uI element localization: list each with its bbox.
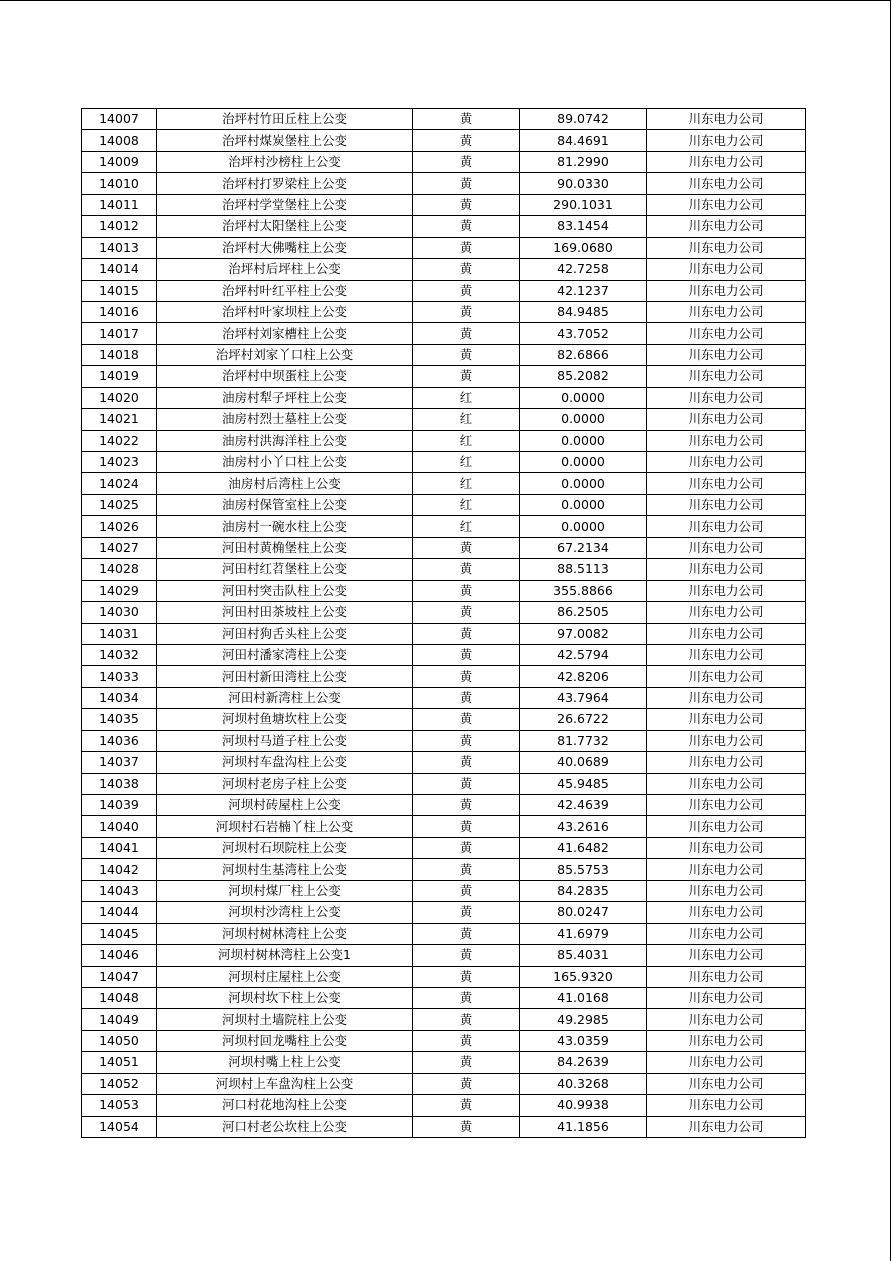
value-cell: 40.0689 bbox=[520, 752, 647, 773]
value-cell: 41.6979 bbox=[520, 923, 647, 944]
company-cell: 川东电力公司 bbox=[647, 902, 806, 923]
company-cell: 川东电力公司 bbox=[647, 730, 806, 751]
table-row bbox=[82, 1009, 806, 1030]
status-color-cell: 黄 bbox=[413, 173, 520, 194]
row-id-cell: 14033 bbox=[82, 666, 157, 687]
value-cell: 26.6722 bbox=[520, 709, 647, 730]
status-color-cell: 黄 bbox=[413, 752, 520, 773]
status-color-cell: 黄 bbox=[413, 859, 520, 880]
row-id-cell: 14043 bbox=[82, 880, 157, 901]
company-cell: 川东电力公司 bbox=[647, 795, 806, 816]
status-color-cell: 黄 bbox=[413, 216, 520, 237]
value-cell: 42.7258 bbox=[520, 259, 647, 280]
row-id-cell: 14024 bbox=[82, 473, 157, 494]
table-row bbox=[82, 709, 806, 730]
status-color-cell: 黄 bbox=[413, 602, 520, 623]
transformer-name-cell: 油房村洪海洋柱上公变 bbox=[157, 430, 413, 451]
table-row bbox=[82, 473, 806, 494]
value-cell: 83.1454 bbox=[520, 216, 647, 237]
status-color-cell: 黄 bbox=[413, 1052, 520, 1073]
row-id-cell: 14010 bbox=[82, 173, 157, 194]
transformer-name-cell: 河坝村树林湾柱上公变 bbox=[157, 923, 413, 944]
status-color-cell: 黄 bbox=[413, 1116, 520, 1137]
company-cell: 川东电力公司 bbox=[647, 1073, 806, 1094]
transformer-name-cell: 河坝村马道子柱上公变 bbox=[157, 730, 413, 751]
status-color-cell: 黄 bbox=[413, 923, 520, 944]
status-color-cell: 黄 bbox=[413, 644, 520, 665]
status-color-cell: 黄 bbox=[413, 1030, 520, 1051]
value-cell: 82.6866 bbox=[520, 344, 647, 365]
value-cell: 84.2835 bbox=[520, 880, 647, 901]
table-row bbox=[82, 644, 806, 665]
transformer-name-cell: 治坪村打罗梁柱上公变 bbox=[157, 173, 413, 194]
value-cell: 84.9485 bbox=[520, 301, 647, 322]
status-color-cell: 黄 bbox=[413, 559, 520, 580]
transformer-name-cell: 治坪村叶家坝柱上公变 bbox=[157, 301, 413, 322]
transformer-name-cell: 河田村红苕堡柱上公变 bbox=[157, 559, 413, 580]
transformer-name-cell: 河坝村车盘沟柱上公变 bbox=[157, 752, 413, 773]
row-id-cell: 14047 bbox=[82, 966, 157, 987]
transformer-name-cell: 治坪村大佛嘴柱上公变 bbox=[157, 237, 413, 258]
transformer-name-cell: 油房村犁子坪柱上公变 bbox=[157, 387, 413, 408]
row-id-cell: 14039 bbox=[82, 795, 157, 816]
table-row bbox=[82, 109, 806, 130]
status-color-cell: 黄 bbox=[413, 580, 520, 601]
row-id-cell: 14021 bbox=[82, 409, 157, 430]
row-id-cell: 14032 bbox=[82, 644, 157, 665]
transformer-name-cell: 河口村老公坎柱上公变 bbox=[157, 1116, 413, 1137]
company-cell: 川东电力公司 bbox=[647, 473, 806, 494]
status-color-cell: 红 bbox=[413, 516, 520, 537]
table-row bbox=[82, 1052, 806, 1073]
company-cell: 川东电力公司 bbox=[647, 752, 806, 773]
status-color-cell: 红 bbox=[413, 473, 520, 494]
value-cell: 81.7732 bbox=[520, 730, 647, 751]
company-cell: 川东电力公司 bbox=[647, 130, 806, 151]
company-cell: 川东电力公司 bbox=[647, 109, 806, 130]
value-cell: 84.2639 bbox=[520, 1052, 647, 1073]
table-row bbox=[82, 1095, 806, 1116]
status-color-cell: 黄 bbox=[413, 280, 520, 301]
transformer-name-cell: 治坪村竹田丘柱上公变 bbox=[157, 109, 413, 130]
status-color-cell: 黄 bbox=[413, 795, 520, 816]
company-cell: 川东电力公司 bbox=[647, 687, 806, 708]
row-id-cell: 14016 bbox=[82, 301, 157, 322]
transformer-table bbox=[81, 108, 806, 1138]
table-row bbox=[82, 623, 806, 644]
status-color-cell: 黄 bbox=[413, 301, 520, 322]
company-cell: 川东电力公司 bbox=[647, 537, 806, 558]
status-color-cell: 红 bbox=[413, 430, 520, 451]
company-cell: 川东电力公司 bbox=[647, 580, 806, 601]
transformer-name-cell: 河口村花地沟柱上公变 bbox=[157, 1095, 413, 1116]
row-id-cell: 14049 bbox=[82, 1009, 157, 1030]
table-row bbox=[82, 923, 806, 944]
row-id-cell: 14050 bbox=[82, 1030, 157, 1051]
table-row bbox=[82, 151, 806, 172]
table-row bbox=[82, 173, 806, 194]
table-row bbox=[82, 409, 806, 430]
value-cell: 84.4691 bbox=[520, 130, 647, 151]
company-cell: 川东电力公司 bbox=[647, 173, 806, 194]
status-color-cell: 黄 bbox=[413, 987, 520, 1008]
transformer-name-cell: 河坝村石岩楠丫柱上公变 bbox=[157, 816, 413, 837]
value-cell: 0.0000 bbox=[520, 473, 647, 494]
status-color-cell: 黄 bbox=[413, 902, 520, 923]
status-color-cell: 黄 bbox=[413, 730, 520, 751]
transformer-name-cell: 治坪村叶红平柱上公变 bbox=[157, 280, 413, 301]
value-cell: 0.0000 bbox=[520, 452, 647, 473]
status-color-cell: 黄 bbox=[413, 623, 520, 644]
company-cell: 川东电力公司 bbox=[647, 945, 806, 966]
status-color-cell: 黄 bbox=[413, 366, 520, 387]
transformer-name-cell: 油房村一碗水柱上公变 bbox=[157, 516, 413, 537]
row-id-cell: 14048 bbox=[82, 987, 157, 1008]
status-color-cell: 红 bbox=[413, 452, 520, 473]
row-id-cell: 14054 bbox=[82, 1116, 157, 1137]
value-cell: 0.0000 bbox=[520, 409, 647, 430]
company-cell: 川东电力公司 bbox=[647, 387, 806, 408]
transformer-name-cell: 河坝村煤厂柱上公变 bbox=[157, 880, 413, 901]
table-row bbox=[82, 902, 806, 923]
company-cell: 川东电力公司 bbox=[647, 237, 806, 258]
company-cell: 川东电力公司 bbox=[647, 559, 806, 580]
transformer-name-cell: 河坝村土墙院柱上公变 bbox=[157, 1009, 413, 1030]
company-cell: 川东电力公司 bbox=[647, 966, 806, 987]
table-row bbox=[82, 301, 806, 322]
value-cell: 40.3268 bbox=[520, 1073, 647, 1094]
company-cell: 川东电力公司 bbox=[647, 259, 806, 280]
value-cell: 355.8866 bbox=[520, 580, 647, 601]
table-row bbox=[82, 387, 806, 408]
row-id-cell: 14034 bbox=[82, 687, 157, 708]
transformer-name-cell: 河田村新湾柱上公变 bbox=[157, 687, 413, 708]
row-id-cell: 14036 bbox=[82, 730, 157, 751]
company-cell: 川东电力公司 bbox=[647, 194, 806, 215]
transformer-name-cell: 治坪村煤炭堡柱上公变 bbox=[157, 130, 413, 151]
value-cell: 86.2505 bbox=[520, 602, 647, 623]
row-id-cell: 14030 bbox=[82, 602, 157, 623]
row-id-cell: 14022 bbox=[82, 430, 157, 451]
company-cell: 川东电力公司 bbox=[647, 452, 806, 473]
company-cell: 川东电力公司 bbox=[647, 923, 806, 944]
row-id-cell: 14029 bbox=[82, 580, 157, 601]
status-color-cell: 黄 bbox=[413, 1009, 520, 1030]
row-id-cell: 14011 bbox=[82, 194, 157, 215]
transformer-name-cell: 治坪村太阳堡柱上公变 bbox=[157, 216, 413, 237]
status-color-cell: 黄 bbox=[413, 130, 520, 151]
company-cell: 川东电力公司 bbox=[647, 816, 806, 837]
value-cell: 81.2990 bbox=[520, 151, 647, 172]
table-row bbox=[82, 687, 806, 708]
value-cell: 290.1031 bbox=[520, 194, 647, 215]
transformer-name-cell: 河田村突击队柱上公变 bbox=[157, 580, 413, 601]
company-cell: 川东电力公司 bbox=[647, 987, 806, 1008]
table-row bbox=[82, 1073, 806, 1094]
table-row bbox=[82, 216, 806, 237]
status-color-cell: 黄 bbox=[413, 344, 520, 365]
status-color-cell: 黄 bbox=[413, 709, 520, 730]
table-row bbox=[82, 816, 806, 837]
status-color-cell: 黄 bbox=[413, 259, 520, 280]
value-cell: 85.2082 bbox=[520, 366, 647, 387]
transformer-name-cell: 河坝村石坝院柱上公变 bbox=[157, 837, 413, 858]
transformer-name-cell: 治坪村学堂堡柱上公变 bbox=[157, 194, 413, 215]
company-cell: 川东电力公司 bbox=[647, 666, 806, 687]
status-color-cell: 黄 bbox=[413, 773, 520, 794]
transformer-name-cell: 河田村狗舌头柱上公变 bbox=[157, 623, 413, 644]
row-id-cell: 14052 bbox=[82, 1073, 157, 1094]
row-id-cell: 14014 bbox=[82, 259, 157, 280]
transformer-name-cell: 治坪村刘家槽柱上公变 bbox=[157, 323, 413, 344]
table-row bbox=[82, 666, 806, 687]
company-cell: 川东电力公司 bbox=[647, 623, 806, 644]
transformer-name-cell: 治坪村后坪柱上公变 bbox=[157, 259, 413, 280]
company-cell: 川东电力公司 bbox=[647, 516, 806, 537]
table-row bbox=[82, 194, 806, 215]
table-row bbox=[82, 494, 806, 515]
company-cell: 川东电力公司 bbox=[647, 859, 806, 880]
transformer-name-cell: 治坪村中坝蛋柱上公变 bbox=[157, 366, 413, 387]
value-cell: 43.7964 bbox=[520, 687, 647, 708]
row-id-cell: 14019 bbox=[82, 366, 157, 387]
table-row bbox=[82, 259, 806, 280]
transformer-name-cell: 河坝村庄屋柱上公变 bbox=[157, 966, 413, 987]
table-row bbox=[82, 1116, 806, 1137]
row-id-cell: 14017 bbox=[82, 323, 157, 344]
value-cell: 41.0168 bbox=[520, 987, 647, 1008]
row-id-cell: 14027 bbox=[82, 537, 157, 558]
row-id-cell: 14035 bbox=[82, 709, 157, 730]
table-row bbox=[82, 987, 806, 1008]
table-row bbox=[82, 366, 806, 387]
table-body bbox=[82, 109, 806, 1138]
status-color-cell: 黄 bbox=[413, 1095, 520, 1116]
value-cell: 0.0000 bbox=[520, 430, 647, 451]
value-cell: 88.5113 bbox=[520, 559, 647, 580]
transformer-name-cell: 油房村小丫口柱上公变 bbox=[157, 452, 413, 473]
row-id-cell: 14046 bbox=[82, 945, 157, 966]
row-id-cell: 14012 bbox=[82, 216, 157, 237]
table-row bbox=[82, 795, 806, 816]
table-row bbox=[82, 880, 806, 901]
row-id-cell: 14041 bbox=[82, 837, 157, 858]
table-row bbox=[82, 559, 806, 580]
value-cell: 41.1856 bbox=[520, 1116, 647, 1137]
value-cell: 80.0247 bbox=[520, 902, 647, 923]
value-cell: 165.9320 bbox=[520, 966, 647, 987]
row-id-cell: 14007 bbox=[82, 109, 157, 130]
status-color-cell: 黄 bbox=[413, 945, 520, 966]
table-row bbox=[82, 773, 806, 794]
company-cell: 川东电力公司 bbox=[647, 1095, 806, 1116]
row-id-cell: 14009 bbox=[82, 151, 157, 172]
value-cell: 40.9938 bbox=[520, 1095, 647, 1116]
row-id-cell: 14018 bbox=[82, 344, 157, 365]
table-row bbox=[82, 130, 806, 151]
value-cell: 169.0680 bbox=[520, 237, 647, 258]
transformer-name-cell: 治坪村刘家丫口柱上公变 bbox=[157, 344, 413, 365]
transformer-name-cell: 河坝村上车盘沟柱上公变 bbox=[157, 1073, 413, 1094]
transformer-name-cell: 河坝村鱼塘坎柱上公变 bbox=[157, 709, 413, 730]
company-cell: 川东电力公司 bbox=[647, 409, 806, 430]
value-cell: 67.2134 bbox=[520, 537, 647, 558]
table-row bbox=[82, 1030, 806, 1051]
status-color-cell: 红 bbox=[413, 387, 520, 408]
row-id-cell: 14013 bbox=[82, 237, 157, 258]
transformer-name-cell: 河田村黄桷堡柱上公变 bbox=[157, 537, 413, 558]
company-cell: 川东电力公司 bbox=[647, 602, 806, 623]
transformer-name-cell: 河坝村生基湾柱上公变 bbox=[157, 859, 413, 880]
company-cell: 川东电力公司 bbox=[647, 280, 806, 301]
status-color-cell: 黄 bbox=[413, 666, 520, 687]
table-row bbox=[82, 323, 806, 344]
company-cell: 川东电力公司 bbox=[647, 773, 806, 794]
company-cell: 川东电力公司 bbox=[647, 216, 806, 237]
value-cell: 90.0330 bbox=[520, 173, 647, 194]
table-row bbox=[82, 344, 806, 365]
status-color-cell: 红 bbox=[413, 409, 520, 430]
company-cell: 川东电力公司 bbox=[647, 1116, 806, 1137]
transformer-name-cell: 河田村潘家湾柱上公变 bbox=[157, 644, 413, 665]
transformer-name-cell: 油房村后湾柱上公变 bbox=[157, 473, 413, 494]
company-cell: 川东电力公司 bbox=[647, 837, 806, 858]
table-row bbox=[82, 580, 806, 601]
table-row bbox=[82, 280, 806, 301]
row-id-cell: 14020 bbox=[82, 387, 157, 408]
row-id-cell: 14026 bbox=[82, 516, 157, 537]
company-cell: 川东电力公司 bbox=[647, 1052, 806, 1073]
status-color-cell: 黄 bbox=[413, 194, 520, 215]
status-color-cell: 黄 bbox=[413, 966, 520, 987]
transformer-name-cell: 河坝村嘴上柱上公变 bbox=[157, 1052, 413, 1073]
company-cell: 川东电力公司 bbox=[647, 1030, 806, 1051]
value-cell: 0.0000 bbox=[520, 387, 647, 408]
table-row bbox=[82, 602, 806, 623]
value-cell: 43.7052 bbox=[520, 323, 647, 344]
status-color-cell: 黄 bbox=[413, 837, 520, 858]
transformer-name-cell: 河坝村树林湾柱上公变1 bbox=[157, 945, 413, 966]
company-cell: 川东电力公司 bbox=[647, 344, 806, 365]
transformer-name-cell: 河田村新田湾柱上公变 bbox=[157, 666, 413, 687]
transformer-name-cell: 河坝村老房子柱上公变 bbox=[157, 773, 413, 794]
transformer-name-cell: 河坝村砖屋柱上公变 bbox=[157, 795, 413, 816]
status-color-cell: 黄 bbox=[413, 1073, 520, 1094]
company-cell: 川东电力公司 bbox=[647, 430, 806, 451]
transformer-name-cell: 河坝村坎下柱上公变 bbox=[157, 987, 413, 1008]
value-cell: 0.0000 bbox=[520, 516, 647, 537]
transformer-name-cell: 油房村保管室柱上公变 bbox=[157, 494, 413, 515]
status-color-cell: 黄 bbox=[413, 687, 520, 708]
company-cell: 川东电力公司 bbox=[647, 644, 806, 665]
table-row bbox=[82, 966, 806, 987]
company-cell: 川东电力公司 bbox=[647, 151, 806, 172]
row-id-cell: 14008 bbox=[82, 130, 157, 151]
row-id-cell: 14045 bbox=[82, 923, 157, 944]
value-cell: 42.1237 bbox=[520, 280, 647, 301]
company-cell: 川东电力公司 bbox=[647, 323, 806, 344]
row-id-cell: 14037 bbox=[82, 752, 157, 773]
row-id-cell: 14044 bbox=[82, 902, 157, 923]
transformer-name-cell: 河田村田茶坡柱上公变 bbox=[157, 602, 413, 623]
value-cell: 42.8206 bbox=[520, 666, 647, 687]
table-row bbox=[82, 945, 806, 966]
transformer-name-cell: 河坝村回龙嘴柱上公变 bbox=[157, 1030, 413, 1051]
status-color-cell: 红 bbox=[413, 494, 520, 515]
value-cell: 42.5794 bbox=[520, 644, 647, 665]
value-cell: 41.6482 bbox=[520, 837, 647, 858]
value-cell: 89.0742 bbox=[520, 109, 647, 130]
value-cell: 43.0359 bbox=[520, 1030, 647, 1051]
status-color-cell: 黄 bbox=[413, 323, 520, 344]
row-id-cell: 14031 bbox=[82, 623, 157, 644]
row-id-cell: 14025 bbox=[82, 494, 157, 515]
company-cell: 川东电力公司 bbox=[647, 709, 806, 730]
status-color-cell: 黄 bbox=[413, 237, 520, 258]
table-row bbox=[82, 730, 806, 751]
row-id-cell: 14028 bbox=[82, 559, 157, 580]
row-id-cell: 14038 bbox=[82, 773, 157, 794]
table-row bbox=[82, 430, 806, 451]
company-cell: 川东电力公司 bbox=[647, 880, 806, 901]
status-color-cell: 黄 bbox=[413, 880, 520, 901]
status-color-cell: 黄 bbox=[413, 816, 520, 837]
company-cell: 川东电力公司 bbox=[647, 366, 806, 387]
status-color-cell: 黄 bbox=[413, 109, 520, 130]
row-id-cell: 14042 bbox=[82, 859, 157, 880]
company-cell: 川东电力公司 bbox=[647, 301, 806, 322]
value-cell: 49.2985 bbox=[520, 1009, 647, 1030]
value-cell: 43.2616 bbox=[520, 816, 647, 837]
table-row bbox=[82, 837, 806, 858]
value-cell: 45.9485 bbox=[520, 773, 647, 794]
company-cell: 川东电力公司 bbox=[647, 1009, 806, 1030]
table-row bbox=[82, 452, 806, 473]
company-cell: 川东电力公司 bbox=[647, 494, 806, 515]
transformer-name-cell: 河坝村沙湾柱上公变 bbox=[157, 902, 413, 923]
row-id-cell: 14023 bbox=[82, 452, 157, 473]
row-id-cell: 14051 bbox=[82, 1052, 157, 1073]
table-row bbox=[82, 752, 806, 773]
value-cell: 42.4639 bbox=[520, 795, 647, 816]
row-id-cell: 14040 bbox=[82, 816, 157, 837]
table-row bbox=[82, 237, 806, 258]
transformer-name-cell: 油房村烈士墓柱上公变 bbox=[157, 409, 413, 430]
value-cell: 0.0000 bbox=[520, 494, 647, 515]
table-row bbox=[82, 516, 806, 537]
table-row bbox=[82, 859, 806, 880]
transformer-name-cell: 治坪村沙榜柱上公变 bbox=[157, 151, 413, 172]
value-cell: 85.5753 bbox=[520, 859, 647, 880]
status-color-cell: 黄 bbox=[413, 537, 520, 558]
row-id-cell: 14015 bbox=[82, 280, 157, 301]
value-cell: 97.0082 bbox=[520, 623, 647, 644]
table-row bbox=[82, 537, 806, 558]
row-id-cell: 14053 bbox=[82, 1095, 157, 1116]
status-color-cell: 黄 bbox=[413, 151, 520, 172]
value-cell: 85.4031 bbox=[520, 945, 647, 966]
